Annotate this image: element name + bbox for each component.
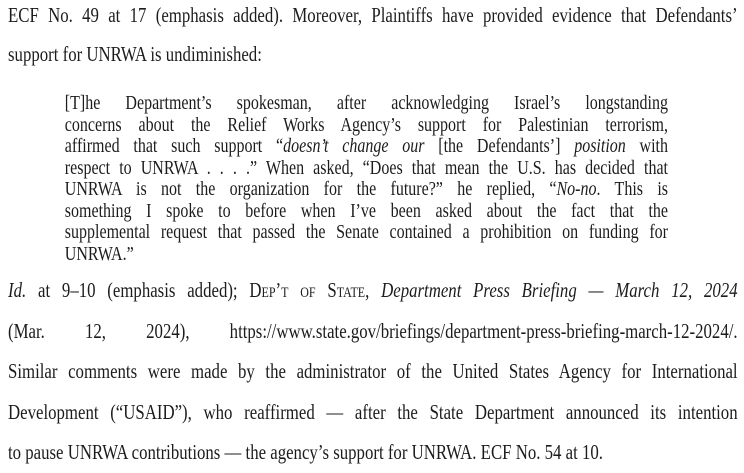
text-run: affirmed that such support “ xyxy=(64,135,284,157)
text-run: supplemental request that passed the Senate contained a prohibition on funding for xyxy=(64,221,669,243)
text-line xyxy=(65,179,668,201)
text-run: support for UNRWA is undiminished: xyxy=(8,42,262,66)
text-run: with xyxy=(625,135,668,157)
text-run: ECF No. 49 at 17 (emphasis added). Moreover, Plaintiffs have provided evidence that Defendants’ xyxy=(8,3,738,27)
text-run: concerns about the Relief Works Agency’s support for Palestinian terrorism, xyxy=(64,113,669,136)
text-line xyxy=(8,270,738,311)
text-run: something I spoke to before when I’ve been asked about the fact that the xyxy=(64,199,669,222)
text-run: Development (“USAID”), who reaffirmed — after the State Department announced its intention xyxy=(8,399,738,424)
text-line xyxy=(65,244,668,266)
italic-run: position xyxy=(574,135,626,157)
italic-run: Department Press Briefing — March 12, 2024 xyxy=(381,278,738,302)
text-run: [the Defendants’] xyxy=(424,135,575,157)
italic-run: No-no xyxy=(556,178,597,200)
citation-paragraph xyxy=(8,270,738,473)
italic-run: Id. xyxy=(8,278,27,302)
block-quote xyxy=(65,93,668,265)
text-line xyxy=(65,201,668,223)
text-line xyxy=(65,158,668,180)
text-line xyxy=(65,93,668,115)
text-line xyxy=(8,432,738,473)
text-line xyxy=(65,115,668,137)
text-line xyxy=(8,392,738,433)
text-run: to pause UNRWA contributions — the agency’s support for UNRWA. ECF No. 54 at 10. xyxy=(8,440,603,464)
text-line xyxy=(65,136,668,158)
text-run: at 9–10 (emphasis added); xyxy=(26,278,250,302)
text-run: UNRWA is not the organization for the future?” he replied, “ xyxy=(64,178,557,200)
text-run: . This is xyxy=(596,178,668,200)
text-line xyxy=(65,222,668,244)
text-line xyxy=(8,35,738,74)
text-run: [T]he Department’s spokesman, after acknowledging Israel’s longstanding xyxy=(64,92,669,114)
text-line xyxy=(8,311,738,352)
text-run: respect to UNRWA . . . .” When asked, “Does that mean the U.S. has decided that xyxy=(64,156,669,179)
text-line xyxy=(8,351,738,392)
text-run: (Mar. 12, 2024), https://www.state.gov/briefings/department-press-briefing-march-12-2024/. xyxy=(8,318,738,343)
text-run: Similar comments were made by the administrator of the United States Agency for International xyxy=(8,359,738,383)
intro-paragraph xyxy=(8,0,738,74)
italic-run: doesn’t change our xyxy=(283,135,425,157)
text-line xyxy=(8,0,738,35)
text-run: UNRWA.” xyxy=(64,242,134,265)
smallcaps-run: Dep’t of State xyxy=(249,278,366,302)
text-run: , xyxy=(365,278,382,302)
